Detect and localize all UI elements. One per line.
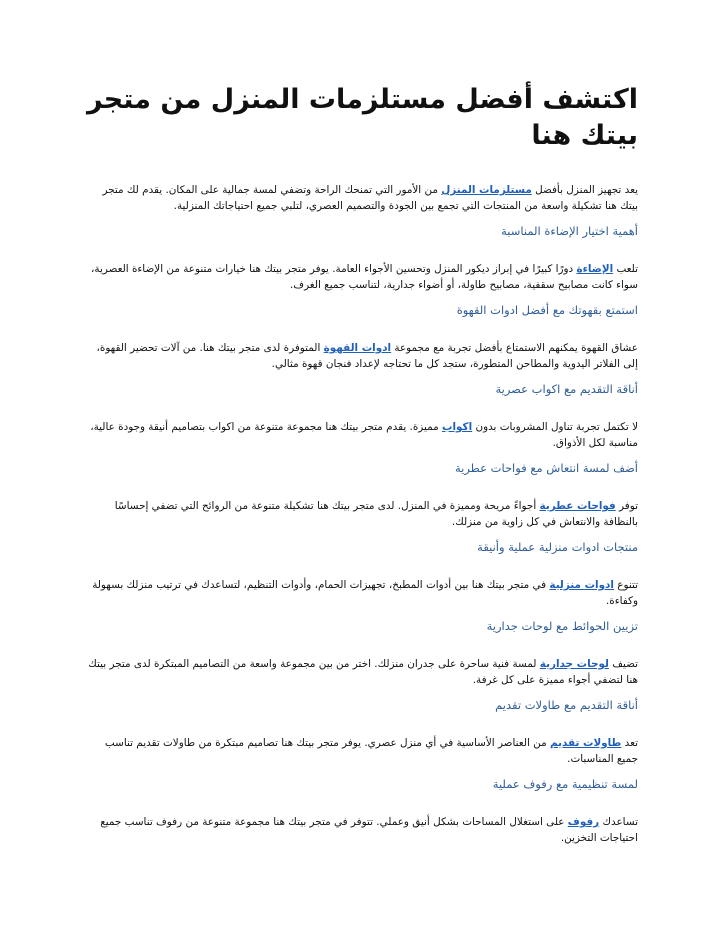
section-link[interactable]: لوحات جدارية	[539, 658, 609, 670]
section-text-after: أجواءً مريحة ومميزة في المنزل. لدى متجر بيتك هنا تشكيلة متنوعة من الروائح التي تضفي إحساسًا بالنظافة والانتعاش في كل زاوية من منزلك.	[114, 500, 638, 528]
section-heading: أهمية اختيار الإضاءة المناسبة	[501, 224, 638, 238]
section-text-after: لمسة فنية ساحرة على جدران منزلك. اختر من بين مجموعة واسعة من التصاميم المبتكرة لدى متجر بيتك هنا لتضفي أجواء مميزة على كل غرفة.	[88, 658, 638, 686]
section-paragraph	[86, 340, 638, 372]
section-heading: لمسة تنظيمية مع رفوف عملية	[492, 777, 638, 791]
section	[86, 776, 638, 846]
section-paragraph	[86, 498, 638, 530]
section-text-before: تلعب	[613, 263, 638, 275]
section-text-after: مميزة. يقدم متجر بيتك هنا مجموعة متنوعة من اكواب بتصاميم أنيقة وجودة عالية، مناسبة لكل الأذواق.	[90, 421, 638, 449]
section-paragraph	[86, 656, 638, 688]
section	[86, 302, 638, 372]
section-paragraph	[86, 735, 638, 767]
section-text-before: تضيف	[608, 658, 638, 670]
intro-link[interactable]: مستلزمات المنزل	[441, 184, 532, 196]
section-text-before: تتنوع	[613, 579, 638, 591]
section-link[interactable]: ادوات القهوة	[323, 342, 392, 354]
section	[86, 697, 638, 767]
section-text-after: المتوفرة لدى متجر بيتك هنا. من آلات تحضير القهوة، إلى الفلاتر اليدوية والمطاحن المتطورة، ستجد كل ما تحتاجه لإعداد فنجان قهوة مثالي.	[96, 342, 638, 370]
section-link[interactable]: طاولات تقديم	[549, 737, 622, 749]
section-text-after: من العناصر الأساسية في أي منزل عصري. يوفر متجر بيتك هنا تصاميم مبتكرة من طاولات تقديم تناسب جميع المناسبات.	[104, 737, 638, 765]
section-link[interactable]: اكواب	[442, 421, 473, 433]
section-paragraph	[86, 814, 638, 846]
section-heading: أناقة التقديم مع طاولات تقديم	[495, 698, 638, 712]
section-link[interactable]: رفوف	[567, 816, 600, 828]
section-paragraph	[86, 419, 638, 451]
section-link[interactable]: ادوات منزلية	[549, 579, 614, 591]
section-heading: تزيين الحوائط مع لوحات جدارية	[486, 619, 638, 633]
section-text-before: تعد	[621, 737, 638, 749]
section-text-after: في متجر بيتك هنا بين أدوات المطبخ، تجهيزات الحمام، وأدوات التنظيم، لتساعدك في ترتيب منزلك بسهولة وكفاءة.	[92, 579, 638, 607]
section-text-before: لا تكتمل تجربة تناول المشروبات بدون	[472, 421, 638, 433]
section-paragraph	[86, 577, 638, 609]
section-heading: أضف لمسة انتعاش مع فواحات عطرية	[454, 461, 638, 475]
section-heading: أناقة التقديم مع اكواب عصرية	[495, 382, 638, 396]
intro-text-after: من الأمور التي تمنحك الراحة وتضفي لمسة جمالية على المكان. يقدم لك متجر بيتك هنا تشكيلة واسعة من المنتجات التي تجمع بين الجودة والتصميم العصري، لتلبي جميع احتياجاتك المنزلية.	[102, 184, 638, 212]
section-text-before: عشاق القهوة يمكنهم الاستمتاع بأفضل تجربة مع مجموعة	[391, 342, 638, 354]
section-text-before: تساعدك	[599, 816, 638, 828]
section	[86, 618, 638, 688]
section-text-after: على استغلال المساحات بشكل أنيق وعملي. تتوفر في متجر بيتك هنا مجموعة متنوعة من رفوف تناسب جميع احتياجات التخزين.	[100, 816, 638, 844]
section-text-before: توفر	[615, 500, 638, 512]
page-title: اكتشف أفضل مستلزمات المنزل من متجر بيتك هنا	[86, 84, 638, 151]
section	[86, 460, 638, 530]
section-text-after: دورًا كبيرًا في إبراز ديكور المنزل وتحسين الأجواء العامة. يوفر متجر بيتك هنا خيارات متنوعة من الإضاءة العصرية، سواء كانت مصابيح سقفية، مصابيح طاولة، أو أضواء جدارية، لتناسب جميع الغرف.	[91, 263, 638, 291]
section-link[interactable]: فواحات عطرية	[539, 500, 616, 512]
section-heading: منتجات ادوات منزلية عملية وأنيقة	[477, 540, 638, 554]
section-paragraph	[86, 261, 638, 293]
intro-paragraph	[86, 182, 638, 214]
section-heading: استمتع بقهوتك مع أفضل ادوات القهوة	[456, 303, 638, 317]
section-link[interactable]: الإضاءة	[576, 263, 614, 275]
section	[86, 223, 638, 293]
section	[86, 539, 638, 609]
intro-text-before: يعد تجهيز المنزل بأفضل	[531, 184, 638, 196]
section	[86, 381, 638, 451]
